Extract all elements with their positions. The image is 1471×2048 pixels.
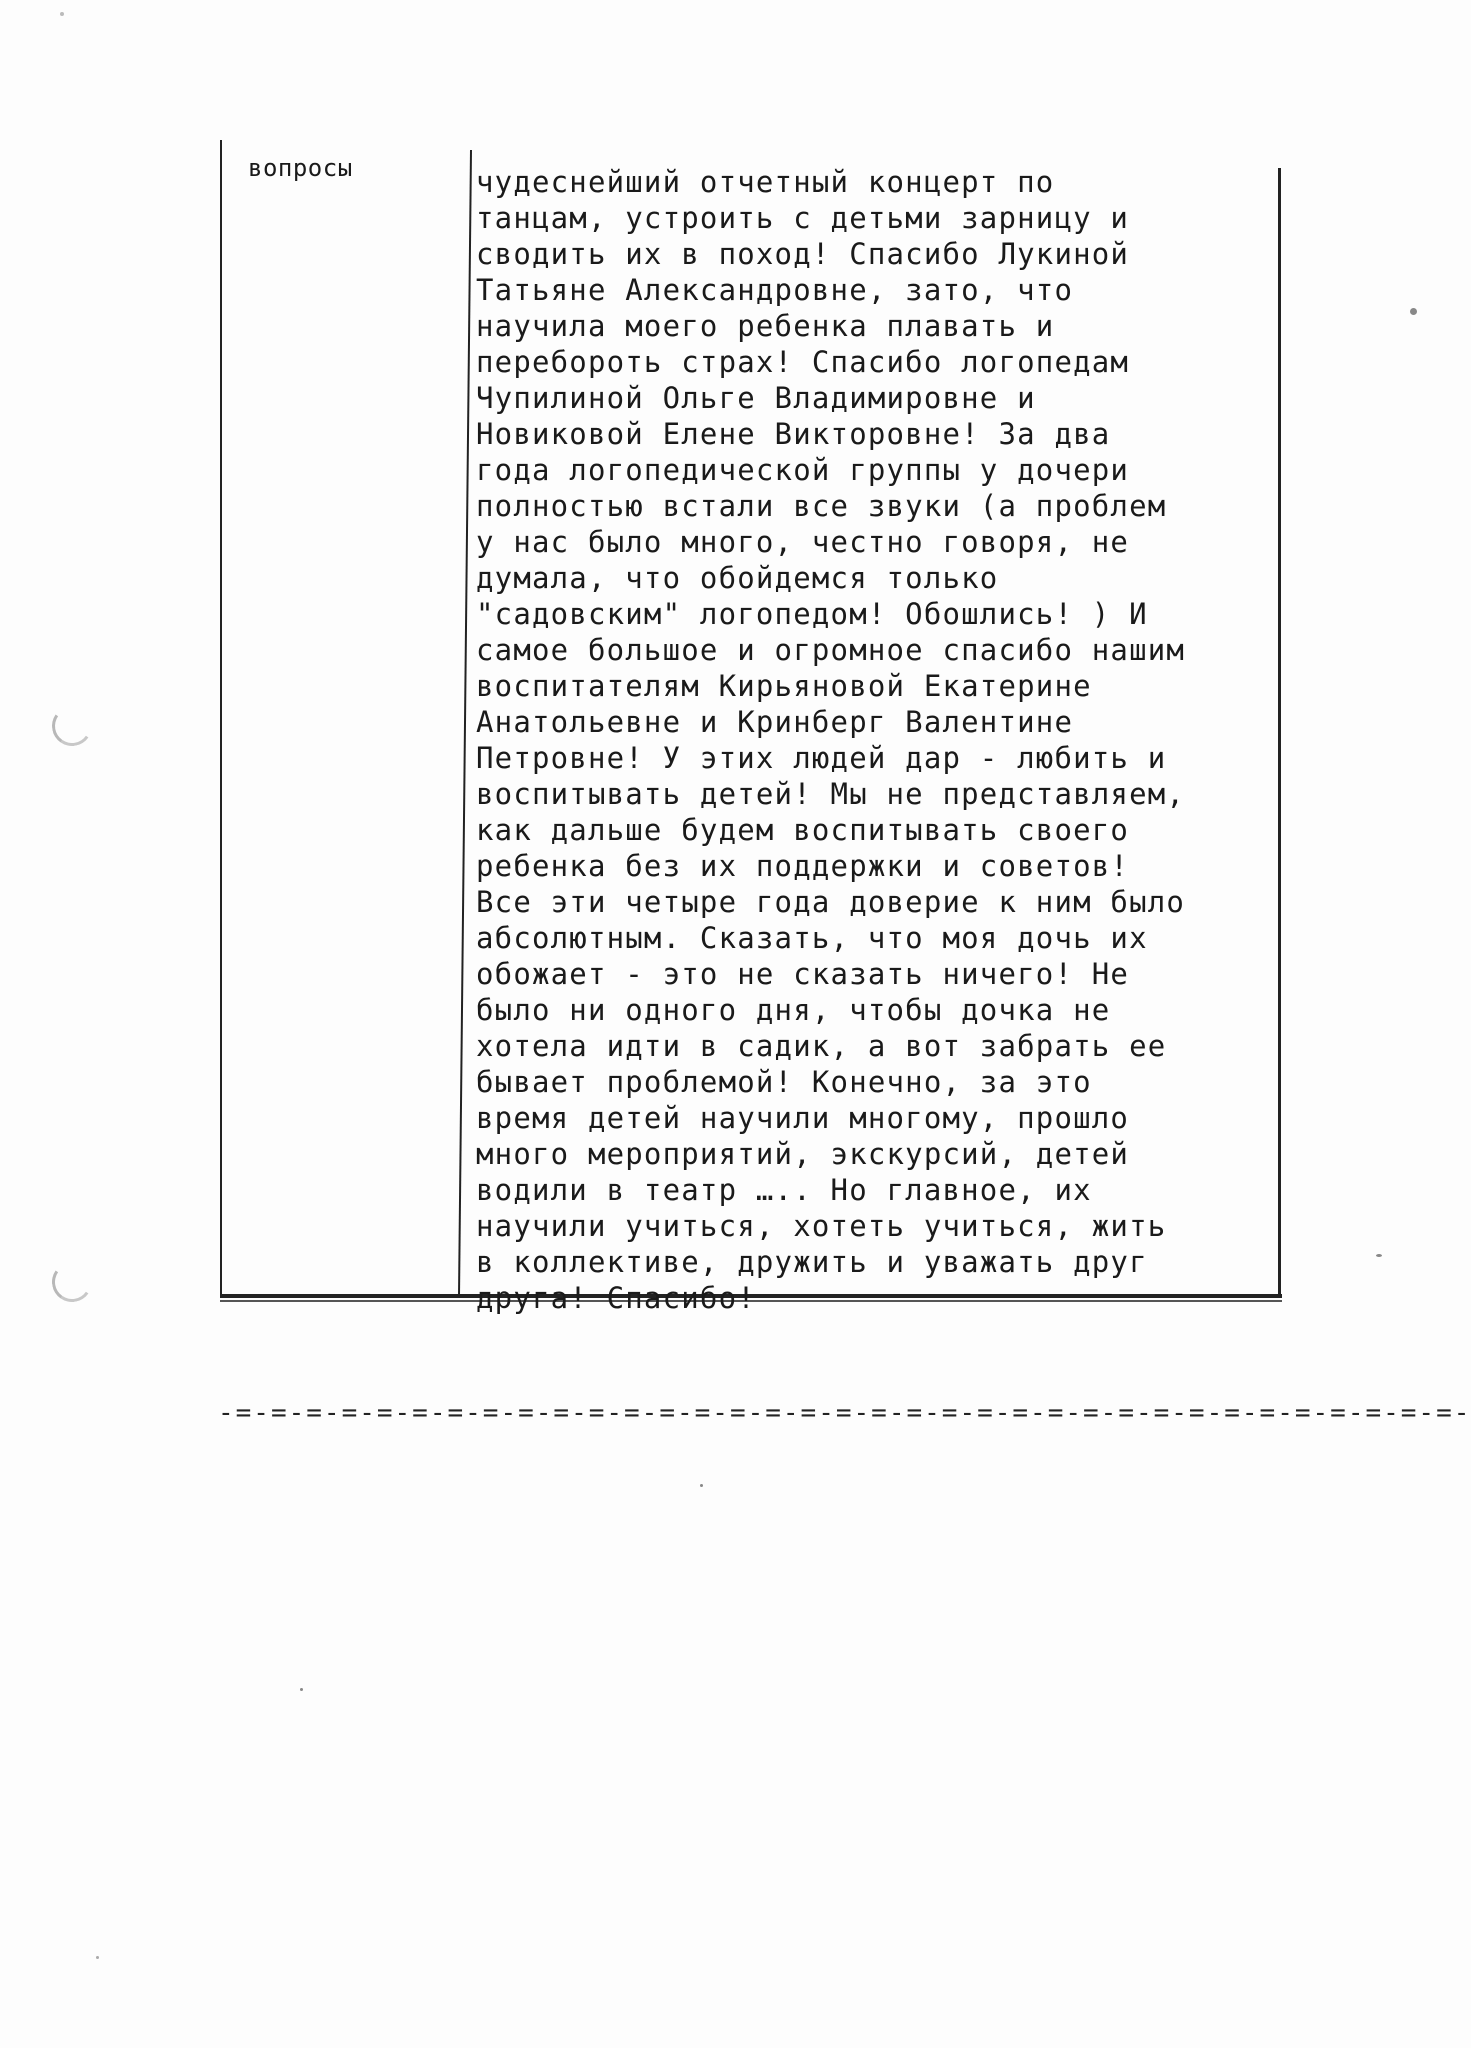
text-line: научила моего ребенка плавать и (476, 309, 1055, 343)
text-line: самое большое и огромное спасибо нашим (476, 633, 1186, 667)
text-line: Все эти четыре года доверие к ним было (476, 885, 1186, 919)
text-line: Татьяне Александровне, зато, что (476, 273, 1074, 307)
text-line: научили учиться, хотеть учиться, жить (476, 1209, 1167, 1243)
scan-speck (700, 1484, 703, 1487)
scan-speck (96, 1956, 99, 1959)
text-line: полностью встали все звуки (а проблем (476, 489, 1167, 523)
dashed-separator: -=-=-=-=-=-=-=-=-=-=-=-=-=-=-=-=-=-=-=-=-=-=-=-=-=-=-=-=-=-=-=-=-=-=-=- (218, 1398, 1471, 1428)
text-line: ребенка без их поддержки и советов! (476, 849, 1130, 883)
text-line: Анатольевне и Кринберг Валентине (476, 705, 1074, 739)
text-line: как дальше будем воспитывать своего (476, 813, 1130, 847)
text-line: "садовским" логопедом! Обошлись! ) И (476, 597, 1148, 631)
text-line: хотела идти в садик, а вот забрать ее (476, 1029, 1167, 1063)
text-line: воспитывать детей! Мы не представляем, (476, 777, 1186, 811)
feedback-table (220, 140, 1282, 1315)
text-line: года логопедической группы у дочери (476, 453, 1130, 487)
text-line: было ни одного дня, чтобы дочка не (476, 993, 1111, 1027)
text-line: водили в театр ….. Но главное, их (476, 1173, 1092, 1207)
text-line: абсолютным. Сказать, что моя дочь их (476, 921, 1148, 955)
text-line: сводить их в поход! Спасибо Лукиной (476, 237, 1130, 271)
punch-hole-mark (49, 703, 95, 749)
text-line: думала, что обойдемся только (476, 561, 999, 595)
text-line: обожает - это не сказать ничего! Не (476, 957, 1130, 991)
text-line: много мероприятий, экскурсий, детей (476, 1137, 1130, 1171)
punch-hole-mark (49, 1259, 95, 1305)
table-column-divider (458, 150, 472, 1298)
text-line: воспитателям Кирьяновой Екатерине (476, 669, 1092, 703)
text-line: в коллективе, дружить и уважать друг (476, 1245, 1148, 1279)
row-label-questions: вопросы (248, 154, 353, 182)
text-line: бывает проблемой! Конечно, за это (476, 1065, 1092, 1099)
text-line: у нас было много, честно говоря, не (476, 525, 1130, 559)
scan-speck (1410, 308, 1417, 315)
text-line: перебороть страх! Спасибо логопедам (476, 345, 1130, 379)
table-left-border (220, 140, 222, 1298)
text-line: Чупилиной Ольге Владимировне и (476, 381, 1036, 415)
text-line: чудеснейший отчетный концерт по (476, 165, 1055, 199)
scan-speck (300, 1688, 303, 1691)
text-line: время детей научили многому, прошло (476, 1101, 1130, 1135)
text-line: Новиковой Елене Викторовне! За два (476, 417, 1111, 451)
scan-speck (1376, 1254, 1382, 1257)
text-line: друга! Спасибо! (476, 1281, 756, 1315)
feedback-text-cell (476, 164, 1276, 1316)
scan-speck (60, 12, 64, 16)
table-right-border (1278, 168, 1281, 1298)
text-line: танцам, устроить с детьми зарницу и (476, 201, 1130, 235)
text-line: Петровне! У этих людей дар - любить и (476, 741, 1167, 775)
